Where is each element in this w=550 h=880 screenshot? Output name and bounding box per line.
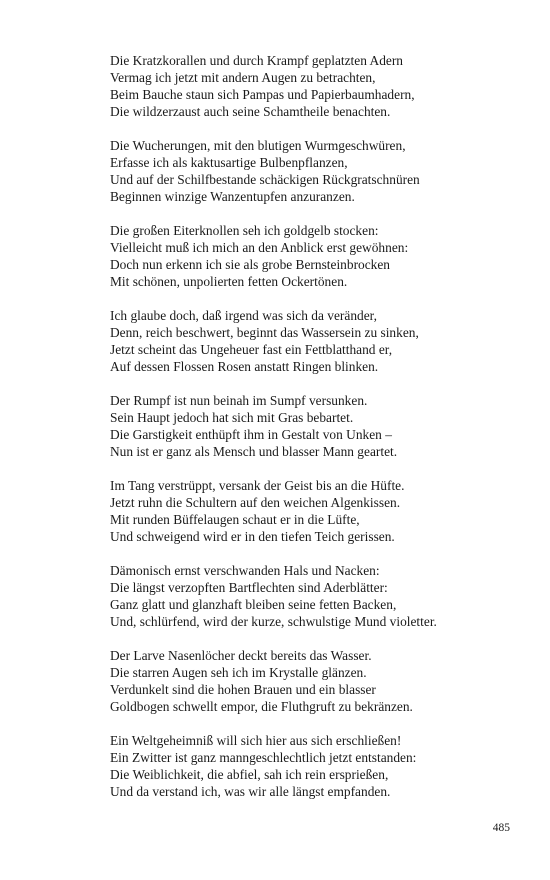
poem-line: Ein Zwitter ist ganz manngeschlechtlich jetzt entstanden: bbox=[110, 750, 417, 765]
poem-line: Im Tang verstrüppt, versank der Geist bis an die Hüfte. bbox=[110, 478, 405, 493]
poem-line: Goldbogen schwellt empor, die Fluthgruft zu bekränzen. bbox=[110, 699, 413, 714]
stanza bbox=[110, 52, 540, 120]
stanza bbox=[110, 222, 540, 290]
poem-line: Mit schönen, unpolierten fetten Ockertönen. bbox=[110, 274, 348, 289]
poem-line: Mit runden Büffelaugen schaut er in die Lüfte, bbox=[110, 512, 360, 527]
stanza bbox=[110, 562, 540, 630]
stanza bbox=[110, 477, 540, 545]
poem-line: Und da verstand ich, was wir alle längst empfanden. bbox=[110, 784, 391, 799]
poem-line: Und auf der Schilfbestande schäckigen Rückgratschnüren bbox=[110, 172, 420, 187]
poem-line: Die wildzerzaust auch seine Schamtheile benachten. bbox=[110, 104, 391, 119]
poem-line: Denn, reich beschwert, beginnt das Wassersein zu sinken, bbox=[110, 325, 419, 340]
poem-line: Die Garstigkeit enthüpft ihm in Gestalt von Unken – bbox=[110, 427, 392, 442]
poem-line: Ich glaube doch, daß irgend was sich da veränder, bbox=[110, 308, 377, 323]
poem-line: Nun ist er ganz als Mensch und blasser Mann geartet. bbox=[110, 444, 398, 459]
poem-line: Die Kratzkorallen und durch Krampf geplatzten Adern bbox=[110, 53, 403, 68]
poem-line: Jetzt ruhn die Schultern auf den weichen Algenkissen. bbox=[110, 495, 401, 510]
stanza bbox=[110, 137, 540, 205]
poem-line: Verdunkelt sind die hohen Brauen und ein blasser bbox=[110, 682, 376, 697]
poem-line: Dämonisch ernst verschwanden Hals und Nacken: bbox=[110, 563, 380, 578]
poem-line: Ein Weltgeheimniß will sich hier aus sich erschließen! bbox=[110, 733, 402, 748]
poem-line: Der Rumpf ist nun beinah im Sumpf versunken. bbox=[110, 393, 368, 408]
poem-line: Der Larve Nasenlöcher deckt bereits das Wasser. bbox=[110, 648, 372, 663]
stanza bbox=[110, 732, 540, 800]
poem-line: Beim Bauche staun sich Pampas und Papierbaumhadern, bbox=[110, 87, 415, 102]
stanza bbox=[110, 392, 540, 460]
poem-line: Doch nun erkenn ich sie als grobe Bernsteinbrocken bbox=[110, 257, 391, 272]
poem-line: Sein Haupt jedoch hat sich mit Gras bebartet. bbox=[110, 410, 354, 425]
poem-line: Erfasse ich als kaktusartige Bulbenpflanzen, bbox=[110, 155, 348, 170]
poem-text bbox=[110, 52, 540, 817]
stanza bbox=[110, 647, 540, 715]
poem-line: Und schweigend wird er in den tiefen Teich gerissen. bbox=[110, 529, 395, 544]
poem-line: Ganz glatt und glanzhaft bleiben seine fetten Backen, bbox=[110, 597, 397, 612]
poem-line: Vielleicht muß ich mich an den Anblick erst gewöhnen: bbox=[110, 240, 409, 255]
page-number: 485 bbox=[492, 822, 510, 834]
poem-line: Beginnen winzige Wanzentupfen anzuranzen. bbox=[110, 189, 355, 204]
poem-line: Auf dessen Flossen Rosen anstatt Ringen blinken. bbox=[110, 359, 379, 374]
poem-line: Die großen Eiterknollen seh ich goldgelb stocken: bbox=[110, 223, 379, 238]
poem-line: Vermag ich jetzt mit andern Augen zu betrachten, bbox=[110, 70, 376, 85]
poem-line: Die Weiblichkeit, die abfiel, sah ich rein ersprießen, bbox=[110, 767, 389, 782]
poem-line: Die starren Augen seh ich im Krystalle glänzen. bbox=[110, 665, 367, 680]
poem-line: Und, schlürfend, wird der kurze, schwulstige Mund violetter. bbox=[110, 614, 437, 629]
poem-line: Jetzt scheint das Ungeheuer fast ein Fettblatthand er, bbox=[110, 342, 393, 357]
stanza bbox=[110, 307, 540, 375]
poem-line: Die längst verzopften Bartflechten sind Aderblätter: bbox=[110, 580, 388, 595]
poem-line: Die Wucherungen, mit den blutigen Wurmgeschwüren, bbox=[110, 138, 406, 153]
